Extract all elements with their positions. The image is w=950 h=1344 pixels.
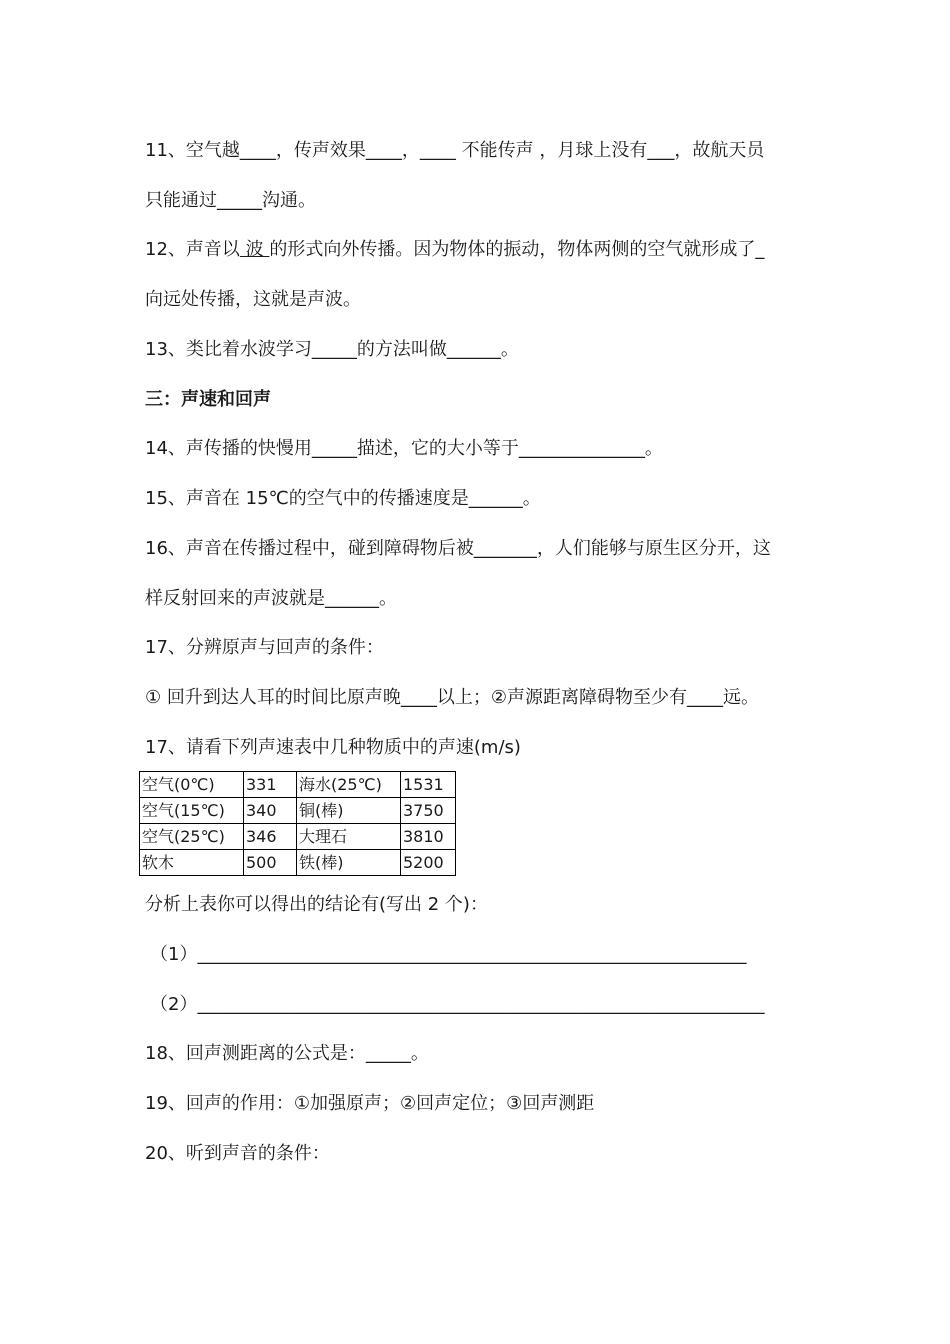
question-12-prefix: 12、声音以 — [145, 239, 240, 260]
analysis-prompt: 分析上表你可以得出的结论有(写出 2 个)： — [145, 894, 488, 915]
sound-speed-table — [139, 771, 456, 876]
question-14: 14、声传播的快慢用_____描述，它的大小等于______________。 — [145, 438, 663, 459]
answer-line-1: （1）_____________________________________________________________ — [150, 944, 747, 965]
table-row — [140, 798, 456, 824]
question-19: 19、回声的作用：①加强原声；②回声定位；③回声测距 — [145, 1093, 595, 1114]
table-cell: 3810 — [401, 824, 456, 850]
question-15: 15、声音在 15℃的空气中的传播速度是______。 — [145, 488, 541, 509]
table-cell: 空气(15℃) — [140, 798, 244, 824]
table-cell: 软木 — [140, 850, 244, 876]
table-cell: 5200 — [401, 850, 456, 876]
question-11-line-2: 只能通过_____沟通。 — [145, 190, 316, 211]
table-cell: 1531 — [401, 772, 456, 798]
table-cell: 铜(棒) — [297, 798, 401, 824]
question-13: 13、类比着水波学习_____的方法叫做______。 — [145, 339, 519, 360]
question-11-line-1: 11、空气越____，传声效果____，____ 不能传声 ，月球上没有___，故航天员 — [145, 140, 765, 161]
section-heading-3: 三：声速和回声 — [145, 389, 271, 410]
question-17-title: 17、分辨原声与回声的条件： — [145, 637, 384, 658]
table-cell: 346 — [244, 824, 297, 850]
table-cell: 铁(棒) — [297, 850, 401, 876]
question-17-table-title: 17、请看下列声速表中几种物质中的声速(m/s) — [145, 737, 521, 758]
question-20: 20、听到声音的条件： — [145, 1143, 330, 1164]
table-cell: 海水(25℃) — [297, 772, 401, 798]
table-cell: 空气(25℃) — [140, 824, 244, 850]
question-16-line-2: 样反射回来的声波就是______。 — [145, 588, 397, 609]
question-12-suffix: 的形式向外传播。因为物体的振动，物体两侧的空气就形成了_ — [269, 239, 765, 260]
table-row — [140, 772, 456, 798]
question-12-line-2: 向远处传播，这就是声波。 — [145, 289, 361, 310]
table-cell: 331 — [244, 772, 297, 798]
answer-line-2: （2）_______________________________________________________________ — [150, 994, 765, 1015]
table-cell: 340 — [244, 798, 297, 824]
table-row — [140, 850, 456, 876]
question-12-line-1 — [145, 238, 764, 262]
table-row — [140, 824, 456, 850]
question-18: 18、回声测距离的公式是：_____。 — [145, 1043, 429, 1064]
question-16-line-1: 16、声音在传播过程中，碰到障碍物后被_______，人们能够与原生区分开，这 — [145, 538, 771, 559]
table-cell: 500 — [244, 850, 297, 876]
question-17-conditions: ① 回升到达人耳的时间比原声晚____以上；②声源距离障碍物至少有____远。 — [145, 687, 759, 708]
question-12-underlined-wave: 波 — [239, 239, 270, 260]
table-cell: 大理石 — [297, 824, 401, 850]
table-cell: 3750 — [401, 798, 456, 824]
table-cell: 空气(0℃) — [140, 772, 244, 798]
